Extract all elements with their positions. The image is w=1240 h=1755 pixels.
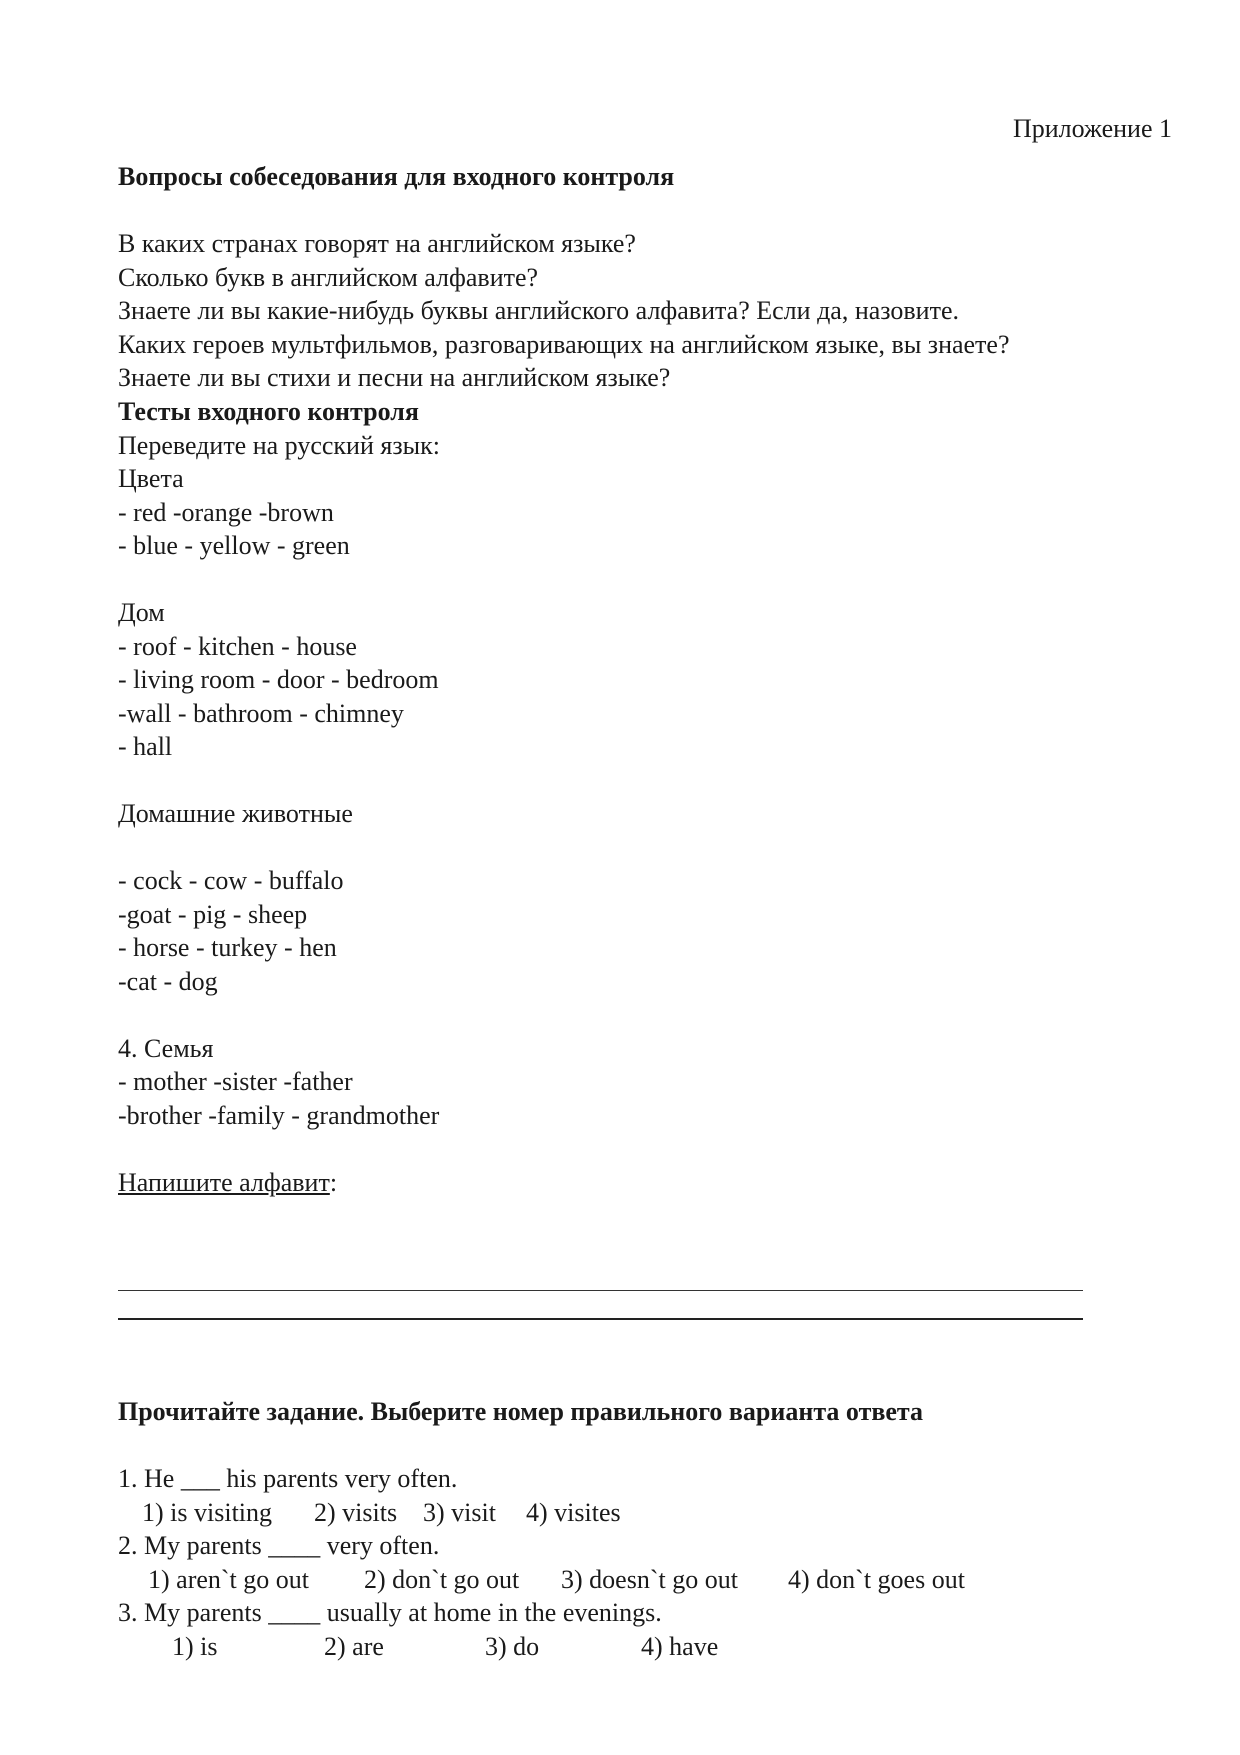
alphabet-colon: : [329,1167,338,1197]
grammar-section [118,1395,1118,1663]
question-text: 3. My parents ____ usually at home in the evenings. [118,1598,662,1627]
answer-option: 1) is visiting [142,1497,273,1527]
interview-section [118,160,1010,395]
interview-question: В каких странах говорят на английском языке? [118,229,636,258]
answer-option: 2) don`t go out [364,1564,520,1594]
answer-option: 3) visit [423,1497,496,1527]
answer-line [118,1318,1083,1320]
answer-options [118,1630,1118,1664]
animals-heading: Домашние животные [118,799,353,828]
interview-title: Вопросы собеседования для входного контроля [118,162,675,191]
answer-option: 4) have [641,1631,719,1661]
alphabet-label: Напишите алфавит [118,1167,330,1197]
answer-option: 3) do [485,1631,540,1661]
home-heading: Дом [118,598,165,627]
word-line: - blue - yellow - green [118,531,350,560]
interview-question: Знаете ли вы стихи и песни на английском языке? [118,363,671,392]
word-line: - horse - turkey - hen [118,933,337,962]
tests-instruction: Переведите на русский язык: [118,430,440,460]
answer-line [118,1290,1083,1291]
interview-question: Знаете ли вы какие-нибудь буквы английского алфавита? Если да, назовите. [118,296,960,325]
interview-question: Каких героев мультфильмов, разговаривающих на английском языке, вы знаете? [118,329,1010,359]
word-line: - living room - door - bedroom [118,665,439,694]
word-line: - mother -sister -father [118,1067,353,1096]
answer-option: 1) aren`t go out [148,1564,310,1594]
answer-options [118,1563,1118,1597]
tests-title: Тесты входного контроля [118,397,419,426]
word-line: - red -orange -brown [118,497,334,527]
tests-section [118,395,440,1199]
answer-options [118,1496,1118,1530]
answer-option: 2) are [324,1631,384,1661]
grammar-title: Прочитайте задание. Выберите номер правильного варианта ответа [118,1397,924,1426]
word-line: -brother -family - grandmother [118,1100,440,1130]
answer-option: 1) is [172,1631,218,1661]
alphabet-prompt [118,1166,440,1200]
answer-option: 4) don`t goes out [788,1564,965,1594]
word-line: - roof - kitchen - house [118,631,357,661]
answer-option: 2) visits [314,1497,398,1527]
family-heading: 4. Семья [118,1033,214,1063]
word-line: - hall [118,732,173,761]
word-line: -cat - dog [118,966,218,996]
word-line: - cock - cow - buffalo [118,866,344,895]
interview-question: Сколько букв в английском алфавите? [118,262,539,292]
answer-option: 4) visites [526,1497,621,1527]
question-text: 2. My parents ____ very often. [118,1531,440,1560]
appendix-label: Приложение 1 [1012,114,1172,143]
colors-heading: Цвета [118,464,184,493]
word-line: -goat - pig - sheep [118,899,308,929]
answer-option: 3) doesn`t go out [561,1564,738,1594]
question-text: 1. He ___ his parents very often. [118,1464,458,1493]
word-line: -wall - bathroom - chimney [118,698,404,728]
